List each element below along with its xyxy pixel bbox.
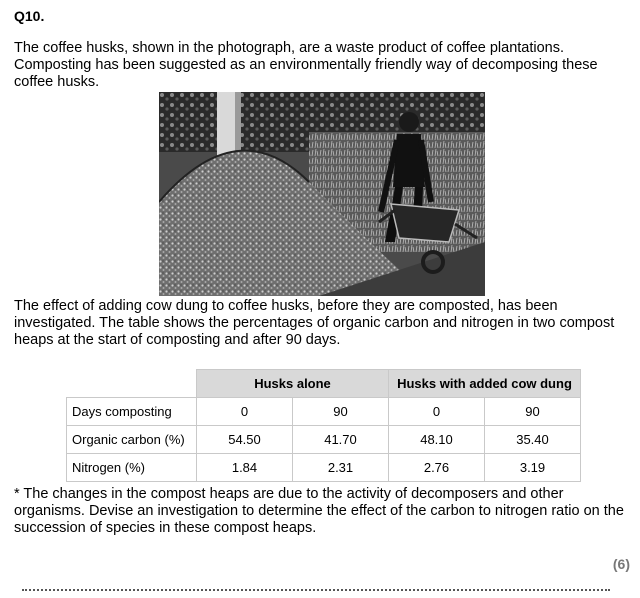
context-paragraph: The effect of adding cow dung to coffee husks, before they are composted, has been investigated. The table shows the percentages of organic carbon and nitrogen in two compost heaps at the start of composting and after 90 days. [14, 298, 615, 348]
table-cell: 0 [389, 398, 485, 426]
table-cell: 2.76 [389, 454, 485, 482]
row-label: Organic carbon (%) [67, 426, 197, 454]
row-label: Days composting [67, 398, 197, 426]
row-label: Nitrogen (%) [67, 454, 197, 482]
table-cell: 48.10 [389, 426, 485, 454]
header-husks-cow-dung: Husks with added cow dung [389, 370, 581, 398]
table-cell: 41.70 [293, 426, 389, 454]
table-row [67, 454, 581, 482]
table-cell: 90 [293, 398, 389, 426]
table-cell: 2.31 [293, 454, 389, 482]
intro-paragraph: The coffee husks, shown in the photograph, are a waste product of coffee plantations. Composting has been suggested as an environmentally friendly way of decomposing these coffee husks. [14, 40, 598, 90]
table-cell: 3.19 [485, 454, 581, 482]
table-row [67, 426, 581, 454]
compost-results-table [66, 369, 581, 482]
photo-illustration [159, 92, 485, 296]
table-cell: 90 [485, 398, 581, 426]
header-husks-alone: Husks alone [197, 370, 389, 398]
coffee-husk-photo [159, 92, 485, 296]
task-paragraph: * The changes in the compost heaps are due to the activity of decomposers and other organisms. Devise an investigation to determine the effect of the carbon to nitrogen ratio on the succession of species in these compost heaps. [14, 486, 624, 536]
table-header-row [67, 370, 581, 398]
answer-line[interactable] [22, 589, 610, 591]
question-number: Q10. [14, 8, 45, 24]
table-cell: 1.84 [197, 454, 293, 482]
table-cell: 35.40 [485, 426, 581, 454]
table-cell: 0 [197, 398, 293, 426]
table-row [67, 398, 581, 426]
table-corner-cell [67, 370, 197, 398]
table-cell: 54.50 [197, 426, 293, 454]
marks-label: (6) [612, 556, 630, 572]
